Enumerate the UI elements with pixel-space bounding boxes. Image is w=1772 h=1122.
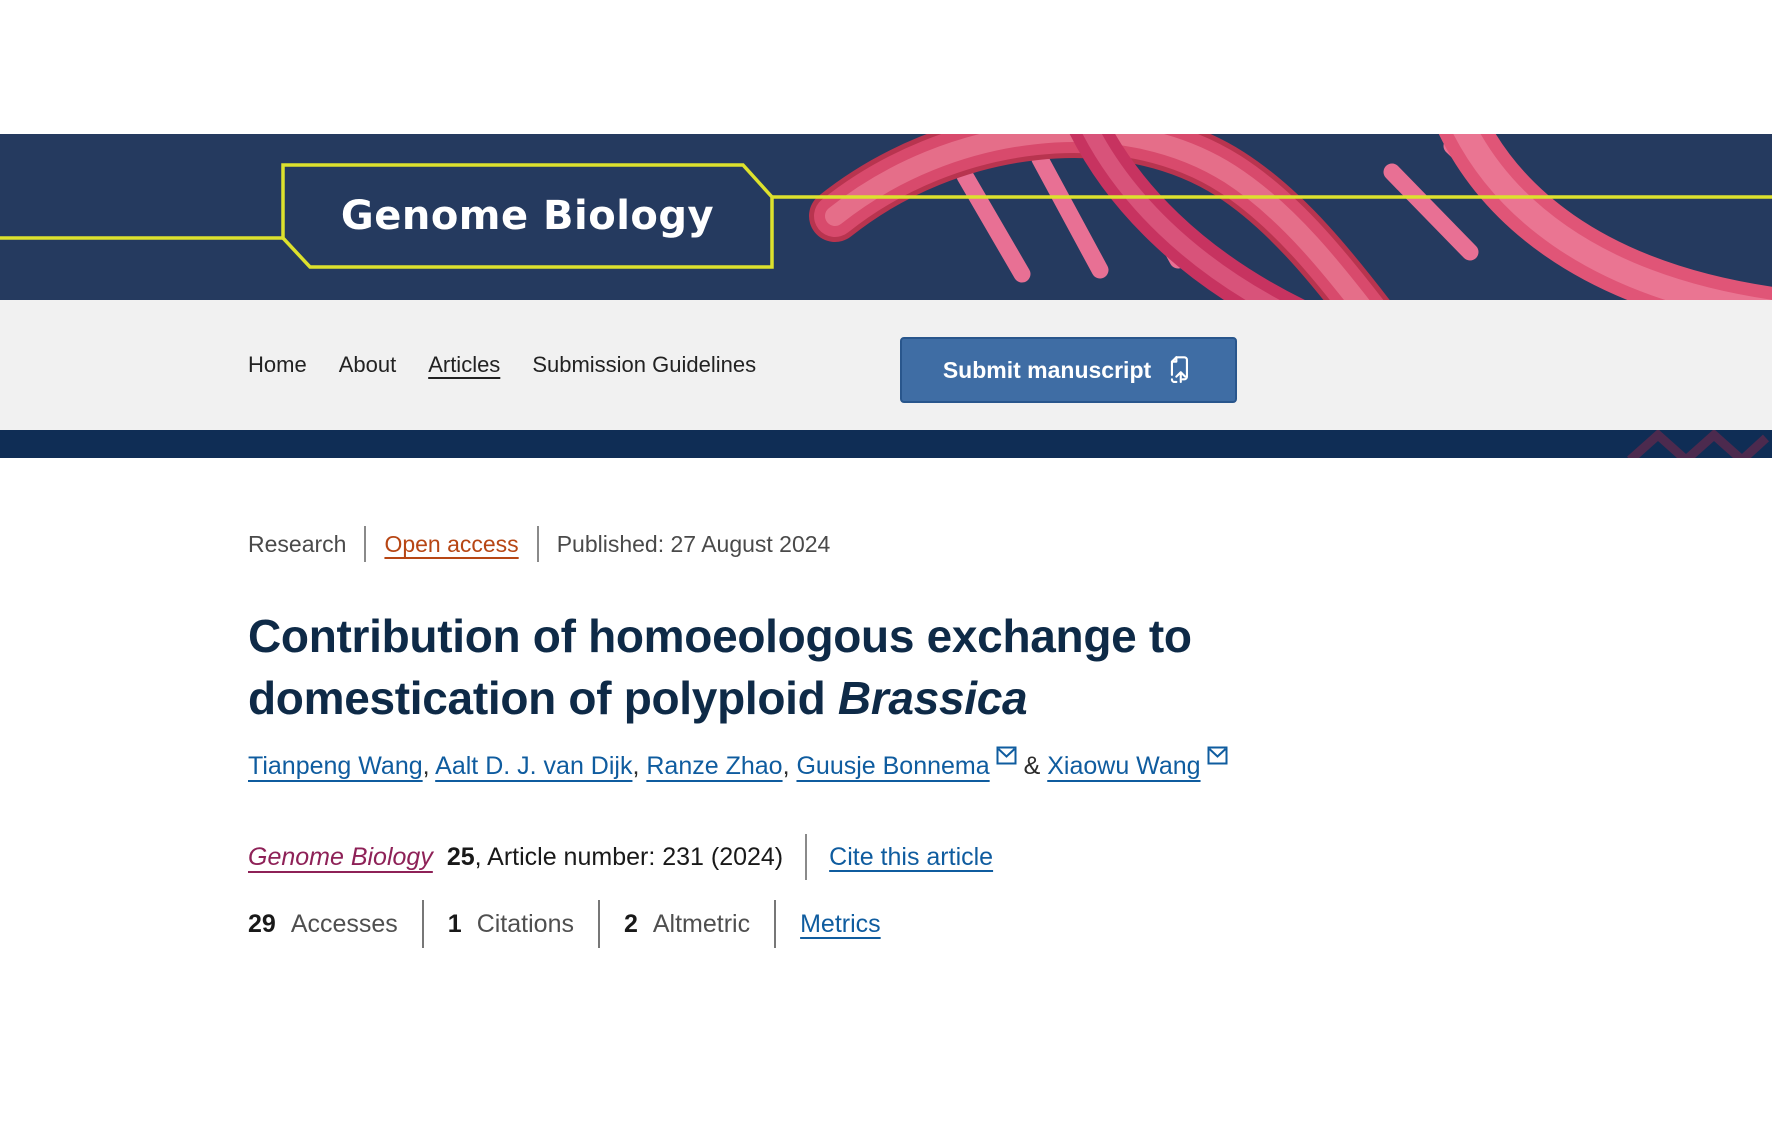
manuscript-upload-icon — [1164, 354, 1194, 387]
author-separator: , — [422, 752, 436, 780]
nav-links — [248, 300, 756, 430]
author-list — [248, 752, 1228, 781]
citations-label: Citations — [476, 909, 574, 938]
altmetric-count: 2 — [623, 909, 638, 938]
altmetric-metric — [624, 910, 750, 939]
author-separator: , — [782, 752, 797, 780]
author-separator: , — [632, 752, 647, 780]
metrics-row — [248, 900, 881, 948]
accesses-metric — [248, 910, 398, 939]
accesses-count: 29 — [248, 909, 276, 938]
site-navbar — [0, 300, 1772, 430]
author-link[interactable]: Tianpeng Wang — [248, 752, 423, 780]
nav-item-articles[interactable]: Articles — [428, 352, 501, 377]
email-icon[interactable] — [996, 746, 1017, 765]
separator — [364, 526, 366, 562]
author-link[interactable]: Aalt D. J. van Dijk — [435, 752, 633, 780]
journal-masthead — [0, 134, 1772, 300]
nav-item-about[interactable]: About — [338, 352, 397, 377]
submit-manuscript-label: Submit manuscript — [942, 356, 1152, 383]
citations-count: 1 — [447, 909, 462, 938]
citations-metric — [448, 910, 574, 939]
author-link[interactable]: Ranze Zhao — [646, 752, 783, 780]
altmetric-label: Altmetric — [652, 909, 751, 938]
journal-link[interactable]: Genome Biology — [248, 842, 433, 871]
separator — [537, 526, 539, 562]
citation-row — [248, 834, 993, 880]
journal-wordmark[interactable]: Genome Biology — [340, 193, 715, 239]
published-date: Published: 27 August 2024 — [556, 530, 831, 557]
email-icon[interactable] — [1207, 746, 1228, 765]
cite-this-article-link[interactable]: Cite this article — [829, 842, 994, 871]
article-title-species: Brassica — [837, 671, 1028, 724]
article-title-line2: domestication of polyploid — [248, 671, 838, 724]
article-type: Research — [248, 530, 347, 557]
nav-item-submission-guidelines[interactable]: Submission Guidelines — [532, 352, 757, 377]
separator — [422, 900, 424, 948]
article-number-text: , Article number: 231 (2024) — [474, 842, 784, 871]
nav-item-home[interactable]: Home — [248, 352, 307, 377]
article-title — [248, 605, 1308, 729]
separator — [805, 834, 807, 880]
article-title-line1: Contribution of homoeologous exchange to — [248, 609, 1192, 662]
accesses-label: Accesses — [290, 909, 398, 938]
dna-fragment-art — [0, 430, 1772, 458]
article-meta-row — [248, 524, 830, 564]
open-access-link[interactable]: Open access — [384, 530, 519, 557]
volume-number: 25 — [446, 842, 475, 871]
separator — [598, 900, 600, 948]
logo-frame — [0, 134, 1772, 300]
author-link[interactable]: Xiaowu Wang — [1047, 752, 1201, 780]
metrics-link[interactable]: Metrics — [800, 909, 881, 938]
author-separator: & — [1016, 752, 1048, 780]
submit-manuscript-button[interactable] — [900, 337, 1237, 403]
separator — [774, 900, 776, 948]
author-link[interactable]: Guusje Bonnema — [796, 752, 990, 780]
header-sub-band — [0, 430, 1772, 458]
